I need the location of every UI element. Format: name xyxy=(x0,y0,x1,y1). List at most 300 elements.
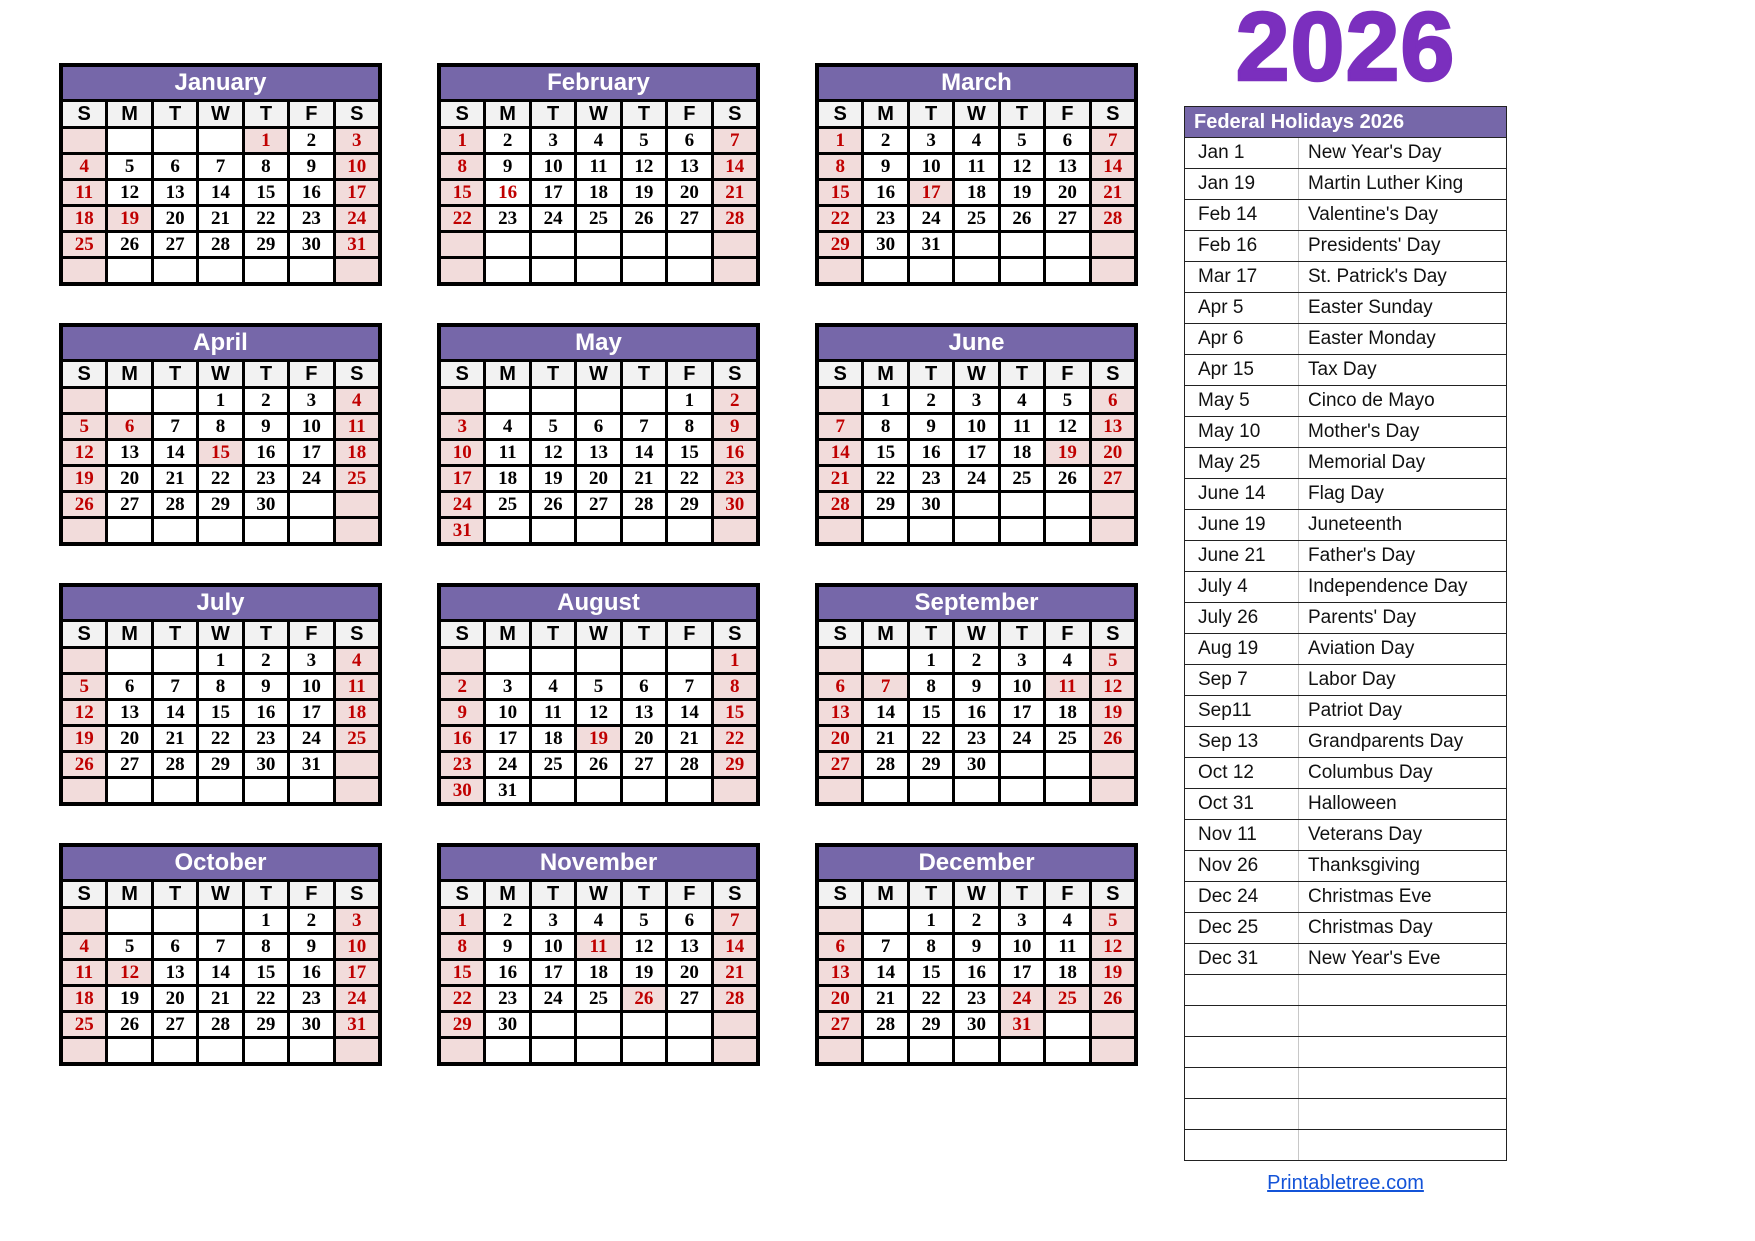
holiday-name: Christmas Eve xyxy=(1308,886,1432,907)
day-cell xyxy=(486,649,528,672)
calendar-grid xyxy=(59,63,1138,1066)
day-cell xyxy=(1001,259,1043,282)
weekday-header-cell: F xyxy=(668,102,710,126)
day-cell: 29 xyxy=(819,233,861,256)
year-heading: 2026 xyxy=(1235,0,1456,101)
day-cell: 19 xyxy=(1092,961,1134,984)
day-cell: 29 xyxy=(714,753,756,776)
day-cell: 5 xyxy=(1092,649,1134,672)
day-cell xyxy=(864,259,906,282)
day-cell: 19 xyxy=(63,727,105,750)
day-cell xyxy=(623,649,665,672)
day-cell xyxy=(1046,259,1088,282)
day-cell: 5 xyxy=(63,415,105,438)
day-cell: 5 xyxy=(108,935,150,958)
day-cell: 15 xyxy=(668,441,710,464)
day-cell: 5 xyxy=(532,415,574,438)
day-cell: 17 xyxy=(290,701,332,724)
day-cell: 15 xyxy=(199,441,241,464)
weekday-header-cell: S xyxy=(336,102,378,126)
day-cell: 24 xyxy=(532,207,574,230)
day-cell: 19 xyxy=(1001,181,1043,204)
holiday-date: June 14 xyxy=(1185,479,1299,509)
day-cell: 22 xyxy=(819,207,861,230)
day-cell xyxy=(714,779,756,802)
day-cell: 8 xyxy=(441,935,483,958)
day-cell: 5 xyxy=(623,129,665,152)
weekday-header-cell: S xyxy=(819,622,861,646)
day-cell: 10 xyxy=(336,155,378,178)
holiday-name: Memorial Day xyxy=(1308,452,1426,473)
weekday-header-cell: S xyxy=(714,362,756,386)
day-cell xyxy=(819,909,861,932)
weekday-header-cell: S xyxy=(441,362,483,386)
day-cell: 18 xyxy=(486,467,528,490)
weekday-header-cell: F xyxy=(290,362,332,386)
day-cell: 20 xyxy=(1046,181,1088,204)
month-title: October xyxy=(63,847,378,879)
day-cell: 24 xyxy=(290,467,332,490)
holiday-row xyxy=(1185,230,1506,261)
holiday-date: Dec 24 xyxy=(1185,882,1299,912)
day-cell: 7 xyxy=(199,155,241,178)
day-cell: 19 xyxy=(577,727,619,750)
day-cell: 16 xyxy=(245,441,287,464)
day-cell: 8 xyxy=(668,415,710,438)
weekday-header-cell: W xyxy=(577,622,619,646)
day-cell xyxy=(108,259,150,282)
day-cell: 31 xyxy=(336,233,378,256)
weekday-header-cell: T xyxy=(910,622,952,646)
day-cell: 3 xyxy=(336,129,378,152)
weekday-header-cell: T xyxy=(532,362,574,386)
day-cell xyxy=(108,909,150,932)
day-cell: 4 xyxy=(336,389,378,412)
day-cell: 13 xyxy=(154,181,196,204)
day-cell xyxy=(108,129,150,152)
day-cell xyxy=(199,129,241,152)
day-cell: 28 xyxy=(199,233,241,256)
month-day-grid xyxy=(441,102,756,282)
holiday-date: July 4 xyxy=(1185,572,1299,602)
weekday-header-cell: M xyxy=(108,102,150,126)
day-cell: 7 xyxy=(668,675,710,698)
day-cell: 22 xyxy=(199,727,241,750)
day-cell xyxy=(955,1039,997,1062)
day-cell: 28 xyxy=(199,1013,241,1036)
holiday-date: Oct 31 xyxy=(1185,789,1299,819)
holiday-row xyxy=(1185,602,1506,633)
day-cell: 24 xyxy=(910,207,952,230)
weekday-header-cell: T xyxy=(154,882,196,906)
holiday-row xyxy=(1185,292,1506,323)
holiday-row xyxy=(1185,664,1506,695)
day-cell: 2 xyxy=(441,675,483,698)
day-cell: 5 xyxy=(63,675,105,698)
day-cell: 14 xyxy=(199,181,241,204)
day-cell xyxy=(1001,493,1043,516)
holiday-date-empty xyxy=(1185,1037,1299,1067)
holiday-row xyxy=(1185,416,1506,447)
day-cell: 14 xyxy=(819,441,861,464)
day-cell: 26 xyxy=(1001,207,1043,230)
day-cell: 21 xyxy=(668,727,710,750)
holiday-date: Apr 6 xyxy=(1185,324,1299,354)
weekday-header-cell: S xyxy=(336,362,378,386)
day-cell: 22 xyxy=(245,207,287,230)
day-cell: 10 xyxy=(955,415,997,438)
day-cell xyxy=(864,909,906,932)
day-cell xyxy=(154,389,196,412)
day-cell: 11 xyxy=(532,701,574,724)
day-cell xyxy=(336,519,378,542)
holiday-empty-row xyxy=(1185,974,1506,1005)
day-cell: 27 xyxy=(577,493,619,516)
day-cell: 28 xyxy=(864,1013,906,1036)
holiday-date: Mar 17 xyxy=(1185,262,1299,292)
day-cell: 20 xyxy=(577,467,619,490)
day-cell: 15 xyxy=(910,701,952,724)
weekday-header-cell: T xyxy=(623,362,665,386)
weekday-header-cell: T xyxy=(910,102,952,126)
day-cell xyxy=(532,389,574,412)
day-cell: 8 xyxy=(819,155,861,178)
day-cell: 9 xyxy=(486,935,528,958)
holiday-row xyxy=(1185,168,1506,199)
weekday-header-cell: S xyxy=(819,362,861,386)
month-day-grid xyxy=(819,102,1134,282)
day-cell xyxy=(1046,233,1088,256)
day-cell: 23 xyxy=(486,987,528,1010)
day-cell: 7 xyxy=(623,415,665,438)
day-cell: 12 xyxy=(1046,415,1088,438)
weekday-header-cell: F xyxy=(290,882,332,906)
day-cell: 22 xyxy=(441,987,483,1010)
day-cell: 26 xyxy=(1046,467,1088,490)
month-day-grid xyxy=(441,362,756,542)
holiday-table xyxy=(1184,106,1507,1161)
day-cell: 7 xyxy=(154,675,196,698)
day-cell xyxy=(1092,493,1134,516)
day-cell: 13 xyxy=(1092,415,1134,438)
month-day-grid xyxy=(819,362,1134,542)
day-cell xyxy=(63,649,105,672)
day-cell: 4 xyxy=(532,675,574,698)
day-cell xyxy=(154,519,196,542)
day-cell: 22 xyxy=(864,467,906,490)
day-cell xyxy=(714,1039,756,1062)
day-cell: 3 xyxy=(290,649,332,672)
day-cell xyxy=(864,1039,906,1062)
day-cell: 5 xyxy=(1046,389,1088,412)
holiday-row xyxy=(1185,757,1506,788)
day-cell: 20 xyxy=(668,961,710,984)
day-cell: 18 xyxy=(1001,441,1043,464)
day-cell: 25 xyxy=(1046,987,1088,1010)
holiday-row xyxy=(1185,943,1506,974)
day-cell: 11 xyxy=(486,441,528,464)
day-cell xyxy=(910,779,952,802)
day-cell: 16 xyxy=(245,701,287,724)
month-april xyxy=(59,323,382,546)
day-cell: 21 xyxy=(819,467,861,490)
day-cell: 8 xyxy=(714,675,756,698)
holiday-name: Aviation Day xyxy=(1308,638,1415,659)
day-cell: 17 xyxy=(336,181,378,204)
day-cell: 12 xyxy=(108,181,150,204)
day-cell xyxy=(714,519,756,542)
day-cell xyxy=(668,233,710,256)
day-cell: 26 xyxy=(63,493,105,516)
day-cell: 12 xyxy=(63,441,105,464)
day-cell xyxy=(63,1039,105,1062)
day-cell xyxy=(108,1039,150,1062)
month-title: August xyxy=(441,587,756,619)
weekday-header-cell: M xyxy=(108,882,150,906)
holiday-row xyxy=(1185,881,1506,912)
day-cell xyxy=(1046,1039,1088,1062)
weekday-header-cell: F xyxy=(668,882,710,906)
holiday-table-header: Federal Holidays 2026 xyxy=(1185,107,1506,137)
day-cell: 4 xyxy=(63,155,105,178)
weekday-header-cell: S xyxy=(714,622,756,646)
day-cell: 10 xyxy=(290,415,332,438)
weekday-header-cell: T xyxy=(532,882,574,906)
day-cell: 24 xyxy=(336,987,378,1010)
day-cell xyxy=(623,519,665,542)
weekday-header-cell: S xyxy=(714,882,756,906)
day-cell xyxy=(819,649,861,672)
day-cell: 24 xyxy=(336,207,378,230)
day-cell xyxy=(290,493,332,516)
weekday-header-cell: F xyxy=(1046,362,1088,386)
day-cell xyxy=(154,909,196,932)
day-cell: 14 xyxy=(154,701,196,724)
day-cell: 3 xyxy=(532,909,574,932)
day-cell: 27 xyxy=(108,753,150,776)
day-cell: 1 xyxy=(910,909,952,932)
day-cell: 2 xyxy=(955,909,997,932)
day-cell xyxy=(1046,753,1088,776)
month-day-grid xyxy=(819,622,1134,802)
day-cell: 24 xyxy=(441,493,483,516)
day-cell: 14 xyxy=(714,935,756,958)
weekday-header-cell: T xyxy=(532,622,574,646)
day-cell: 27 xyxy=(1046,207,1088,230)
day-cell: 16 xyxy=(441,727,483,750)
day-cell xyxy=(668,779,710,802)
weekday-header-cell: S xyxy=(1092,622,1134,646)
day-cell xyxy=(1001,779,1043,802)
day-cell: 10 xyxy=(532,155,574,178)
day-cell: 20 xyxy=(154,207,196,230)
weekday-header-cell: M xyxy=(108,362,150,386)
day-cell: 12 xyxy=(623,155,665,178)
day-cell: 2 xyxy=(290,129,332,152)
day-cell: 23 xyxy=(290,987,332,1010)
day-cell: 3 xyxy=(1001,649,1043,672)
day-cell: 6 xyxy=(668,909,710,932)
day-cell: 20 xyxy=(623,727,665,750)
day-cell: 22 xyxy=(910,727,952,750)
month-march xyxy=(815,63,1138,286)
month-january xyxy=(59,63,382,286)
day-cell: 28 xyxy=(154,493,196,516)
day-cell: 31 xyxy=(1001,1013,1043,1036)
day-cell: 22 xyxy=(668,467,710,490)
day-cell: 17 xyxy=(532,961,574,984)
month-august xyxy=(437,583,760,806)
day-cell: 8 xyxy=(245,155,287,178)
day-cell xyxy=(532,1013,574,1036)
day-cell: 29 xyxy=(199,493,241,516)
day-cell: 2 xyxy=(486,909,528,932)
day-cell: 29 xyxy=(668,493,710,516)
weekday-header-cell: W xyxy=(199,362,241,386)
day-cell xyxy=(441,233,483,256)
weekday-header-cell: T xyxy=(1001,622,1043,646)
day-cell: 6 xyxy=(154,155,196,178)
day-cell: 11 xyxy=(577,935,619,958)
day-cell: 12 xyxy=(623,935,665,958)
holiday-name-empty xyxy=(1299,1006,1506,1036)
weekday-header-cell: T xyxy=(245,622,287,646)
day-cell xyxy=(486,1039,528,1062)
day-cell: 14 xyxy=(714,155,756,178)
holiday-row xyxy=(1185,912,1506,943)
weekday-header-cell: W xyxy=(577,362,619,386)
holiday-row xyxy=(1185,261,1506,292)
day-cell: 22 xyxy=(441,207,483,230)
day-cell: 30 xyxy=(955,753,997,776)
day-cell: 16 xyxy=(290,961,332,984)
day-cell: 8 xyxy=(864,415,906,438)
day-cell: 13 xyxy=(668,155,710,178)
day-cell: 3 xyxy=(441,415,483,438)
holiday-name: Presidents' Day xyxy=(1308,235,1441,256)
weekday-header-cell: S xyxy=(1092,362,1134,386)
day-cell: 9 xyxy=(290,935,332,958)
day-cell: 29 xyxy=(441,1013,483,1036)
holiday-date: Jan 19 xyxy=(1185,169,1299,199)
holiday-row xyxy=(1185,726,1506,757)
day-cell xyxy=(577,649,619,672)
day-cell: 4 xyxy=(577,909,619,932)
weekday-header-cell: W xyxy=(955,102,997,126)
day-cell xyxy=(199,519,241,542)
day-cell xyxy=(1001,1039,1043,1062)
day-cell: 11 xyxy=(336,675,378,698)
day-cell: 23 xyxy=(955,727,997,750)
day-cell: 17 xyxy=(532,181,574,204)
weekday-header-cell: W xyxy=(199,882,241,906)
day-cell: 22 xyxy=(910,987,952,1010)
day-cell: 24 xyxy=(955,467,997,490)
holiday-name: Father's Day xyxy=(1308,545,1416,566)
day-cell: 15 xyxy=(441,961,483,984)
day-cell: 13 xyxy=(1046,155,1088,178)
day-cell: 17 xyxy=(290,441,332,464)
day-cell: 15 xyxy=(199,701,241,724)
weekday-header-cell: M xyxy=(864,102,906,126)
day-cell xyxy=(108,389,150,412)
day-cell xyxy=(63,259,105,282)
day-cell: 31 xyxy=(336,1013,378,1036)
day-cell: 20 xyxy=(108,727,150,750)
day-cell xyxy=(290,259,332,282)
holiday-name: Juneteenth xyxy=(1308,514,1403,535)
day-cell xyxy=(955,519,997,542)
weekday-header-cell: T xyxy=(154,622,196,646)
weekday-header-cell: T xyxy=(1001,102,1043,126)
day-cell: 13 xyxy=(668,935,710,958)
holiday-date: Nov 11 xyxy=(1185,820,1299,850)
day-cell: 31 xyxy=(290,753,332,776)
weekday-header-cell: S xyxy=(336,622,378,646)
holiday-name: Labor Day xyxy=(1308,669,1396,690)
holiday-row xyxy=(1185,478,1506,509)
weekday-header-cell: W xyxy=(955,622,997,646)
day-cell: 12 xyxy=(63,701,105,724)
day-cell: 30 xyxy=(486,1013,528,1036)
day-cell: 9 xyxy=(245,675,287,698)
day-cell: 18 xyxy=(63,987,105,1010)
holiday-empty-row xyxy=(1185,1005,1506,1036)
day-cell: 27 xyxy=(154,233,196,256)
day-cell: 9 xyxy=(486,155,528,178)
day-cell: 7 xyxy=(864,935,906,958)
day-cell: 21 xyxy=(623,467,665,490)
day-cell xyxy=(955,779,997,802)
footer-link[interactable]: Printabletree.com xyxy=(1267,1172,1424,1194)
day-cell xyxy=(154,259,196,282)
day-cell: 6 xyxy=(108,675,150,698)
day-cell: 14 xyxy=(1092,155,1134,178)
day-cell: 18 xyxy=(336,441,378,464)
day-cell: 3 xyxy=(532,129,574,152)
holiday-date: Nov 26 xyxy=(1185,851,1299,881)
weekday-header-cell: F xyxy=(1046,622,1088,646)
day-cell: 30 xyxy=(864,233,906,256)
day-cell: 3 xyxy=(910,129,952,152)
day-cell: 16 xyxy=(486,181,528,204)
day-cell: 28 xyxy=(819,493,861,516)
holiday-date-empty xyxy=(1185,1130,1299,1160)
holiday-name-empty xyxy=(1299,1130,1506,1160)
holiday-date: Sep11 xyxy=(1185,696,1299,726)
weekday-header-cell: S xyxy=(63,362,105,386)
day-cell: 13 xyxy=(154,961,196,984)
holiday-date: June 19 xyxy=(1185,510,1299,540)
day-cell: 25 xyxy=(63,233,105,256)
holiday-name: Patriot Day xyxy=(1308,700,1402,721)
month-title: November xyxy=(441,847,756,879)
day-cell xyxy=(245,779,287,802)
weekday-header-cell: S xyxy=(63,102,105,126)
day-cell: 23 xyxy=(714,467,756,490)
day-cell: 1 xyxy=(864,389,906,412)
day-cell: 31 xyxy=(486,779,528,802)
weekday-header-cell: T xyxy=(910,362,952,386)
day-cell: 20 xyxy=(154,987,196,1010)
day-cell xyxy=(336,753,378,776)
holiday-empty-row xyxy=(1185,1036,1506,1067)
day-cell: 15 xyxy=(864,441,906,464)
day-cell xyxy=(819,519,861,542)
day-cell xyxy=(577,259,619,282)
day-cell xyxy=(819,779,861,802)
day-cell xyxy=(1092,1013,1134,1036)
